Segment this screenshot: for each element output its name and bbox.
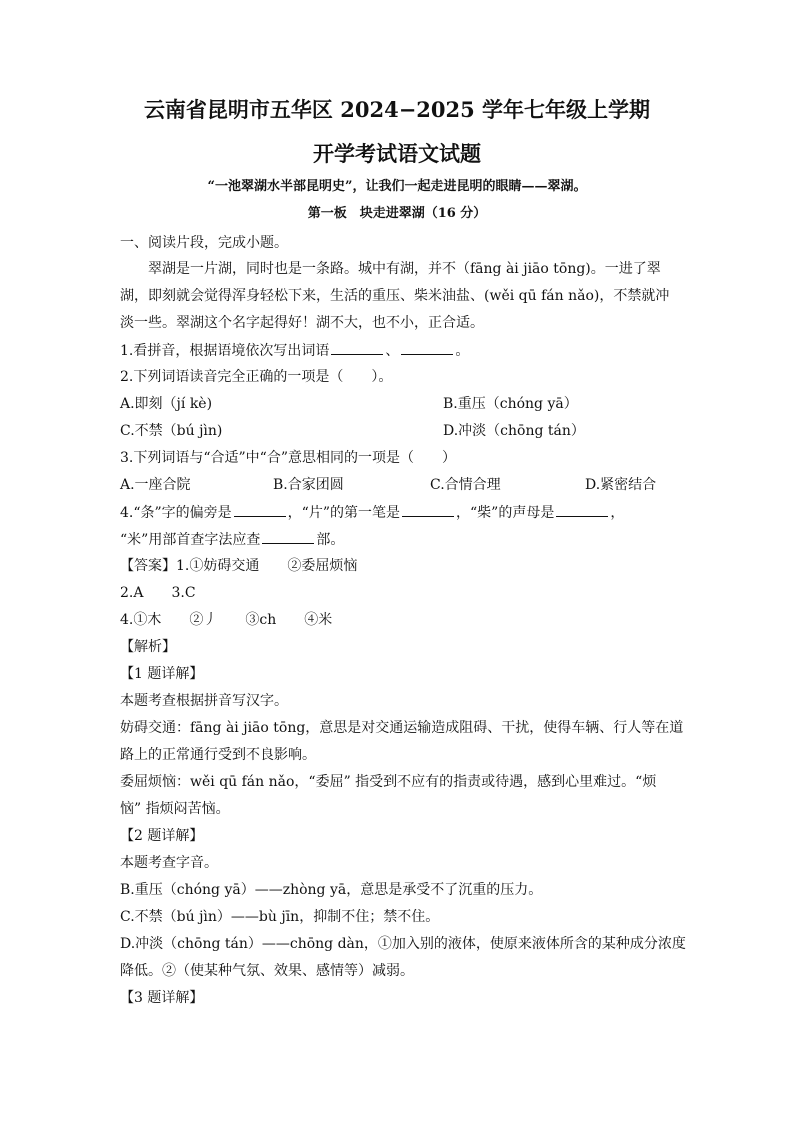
passage-line: 湖，即刻就会觉得浑身轻松下来，生活的重压、柴米油盐、(wěi qū fán nǎo)，不禁就冲 bbox=[120, 288, 670, 304]
detail-2-line: C.不禁（bú jìn）——bù jīn，抑制不住；禁不住。 bbox=[120, 909, 440, 925]
detail-2-line: D.冲淡（chōng tán）——chōng dàn，①加入别的液体，使原来液体所含的某种成分浓度 bbox=[120, 936, 686, 952]
question-1-text: 1.看拼音，根据语境依次写出词语 bbox=[120, 343, 330, 359]
answer-line: 2.A 3.C bbox=[120, 585, 196, 601]
q2-option-b: B.重压（chóng yā） bbox=[443, 396, 578, 412]
q3-option-c: C.合情合理 bbox=[430, 477, 501, 493]
intro-sentence: “一池翠湖水半部昆明史”，让我们一起走进昆明的眼睛——翠湖。 bbox=[207, 179, 587, 194]
answer-blank[interactable] bbox=[556, 502, 608, 517]
q3-option-d: D.紧密结合 bbox=[585, 477, 657, 493]
q4-text: 4.“条”字的偏旁是 bbox=[120, 505, 232, 521]
punctuation: 。 bbox=[455, 343, 470, 359]
answer-blank[interactable] bbox=[401, 340, 453, 355]
answer-blank[interactable] bbox=[402, 502, 454, 517]
detail-1-heading: 【1 题详解】 bbox=[120, 666, 204, 682]
detail-1-line: 恼” 指烦闷苦恼。 bbox=[120, 801, 230, 817]
question-4 bbox=[120, 502, 624, 523]
detail-3-heading: 【3 题详解】 bbox=[120, 990, 204, 1006]
passage-line: 翠湖是一片湖，同时也是一条路。城中有湖，并不（fāng ài jiāo tōng)。一进了翠 bbox=[120, 261, 661, 277]
q2-option-a: A.即刻（jí kè) bbox=[120, 396, 213, 412]
q3-option-b: B.合家团圆 bbox=[273, 477, 344, 493]
answer-line: 4.①木 ②丿 ③ch ④米 bbox=[120, 612, 333, 628]
answer-line: 【答案】1.①妨碍交通 ②委屈烦恼 bbox=[120, 558, 358, 574]
part-heading: 一、阅读片段，完成小题。 bbox=[120, 235, 288, 251]
q4-text: 部。 bbox=[316, 532, 345, 548]
q2-option-c: C.不禁（bú jìn) bbox=[120, 423, 223, 439]
detail-1-line: 妨碍交通：fāng ài jiāo tōng，意思是对交通运输造成阻碍、干扰，使得车辆、行人等在道 bbox=[120, 720, 684, 736]
section-heading: 第一板 块走进翠湖（16 分） bbox=[307, 206, 487, 221]
question-3: 3.下列词语与“合适”中“合”意思相同的一项是（ ） bbox=[120, 450, 456, 466]
detail-1-line: 本题考查根据拼音写汉字。 bbox=[120, 693, 288, 709]
detail-1-line: 委屈烦恼：wěi qū fán nǎo，“委屈” 指受到不应有的指责或待遇，感到心里难过。“烦 bbox=[120, 774, 657, 790]
detail-2-line: B.重压（chóng yā）——zhòng yā，意思是承受不了沉重的压力。 bbox=[120, 882, 543, 898]
q3-option-a: A.一座合院 bbox=[120, 477, 191, 493]
answer-blank[interactable] bbox=[331, 340, 383, 355]
answer-blank[interactable] bbox=[262, 529, 314, 544]
q4-text: ，“片”的第一笔是 bbox=[287, 505, 400, 521]
analysis-heading: 【解析】 bbox=[120, 639, 176, 655]
detail-2-line: 降低。②（使某种气氛、效果、感情等）减弱。 bbox=[120, 963, 414, 979]
q4-text: ，“柴”的声母是 bbox=[456, 505, 555, 521]
question-1 bbox=[120, 340, 469, 361]
exam-title-line1: 云南省昆明市五华区 2024−2025 学年七年级上学期 bbox=[143, 97, 651, 122]
passage-line: 淡一些。翠湖这个名字起得好！湖不大，也不小，正合适。 bbox=[120, 315, 484, 331]
detail-2-line: 本题考查字音。 bbox=[120, 855, 218, 871]
q2-option-d: D.冲淡（chōng tán） bbox=[443, 423, 585, 439]
exam-title-line2: 开学考试语文试题 bbox=[313, 141, 481, 166]
answer-blank[interactable] bbox=[234, 502, 286, 517]
q4-text: “米”用部首查字法应查 bbox=[120, 532, 261, 548]
q4-text: ， bbox=[610, 505, 625, 521]
separator: 、 bbox=[385, 343, 400, 359]
detail-2-heading: 【2 题详解】 bbox=[120, 828, 204, 844]
question-4-cont bbox=[120, 529, 344, 550]
question-2: 2.下列词语读音完全正确的一项是（ ）。 bbox=[120, 369, 393, 385]
detail-1-line: 路上的正常通行受到不良影响。 bbox=[120, 747, 316, 763]
